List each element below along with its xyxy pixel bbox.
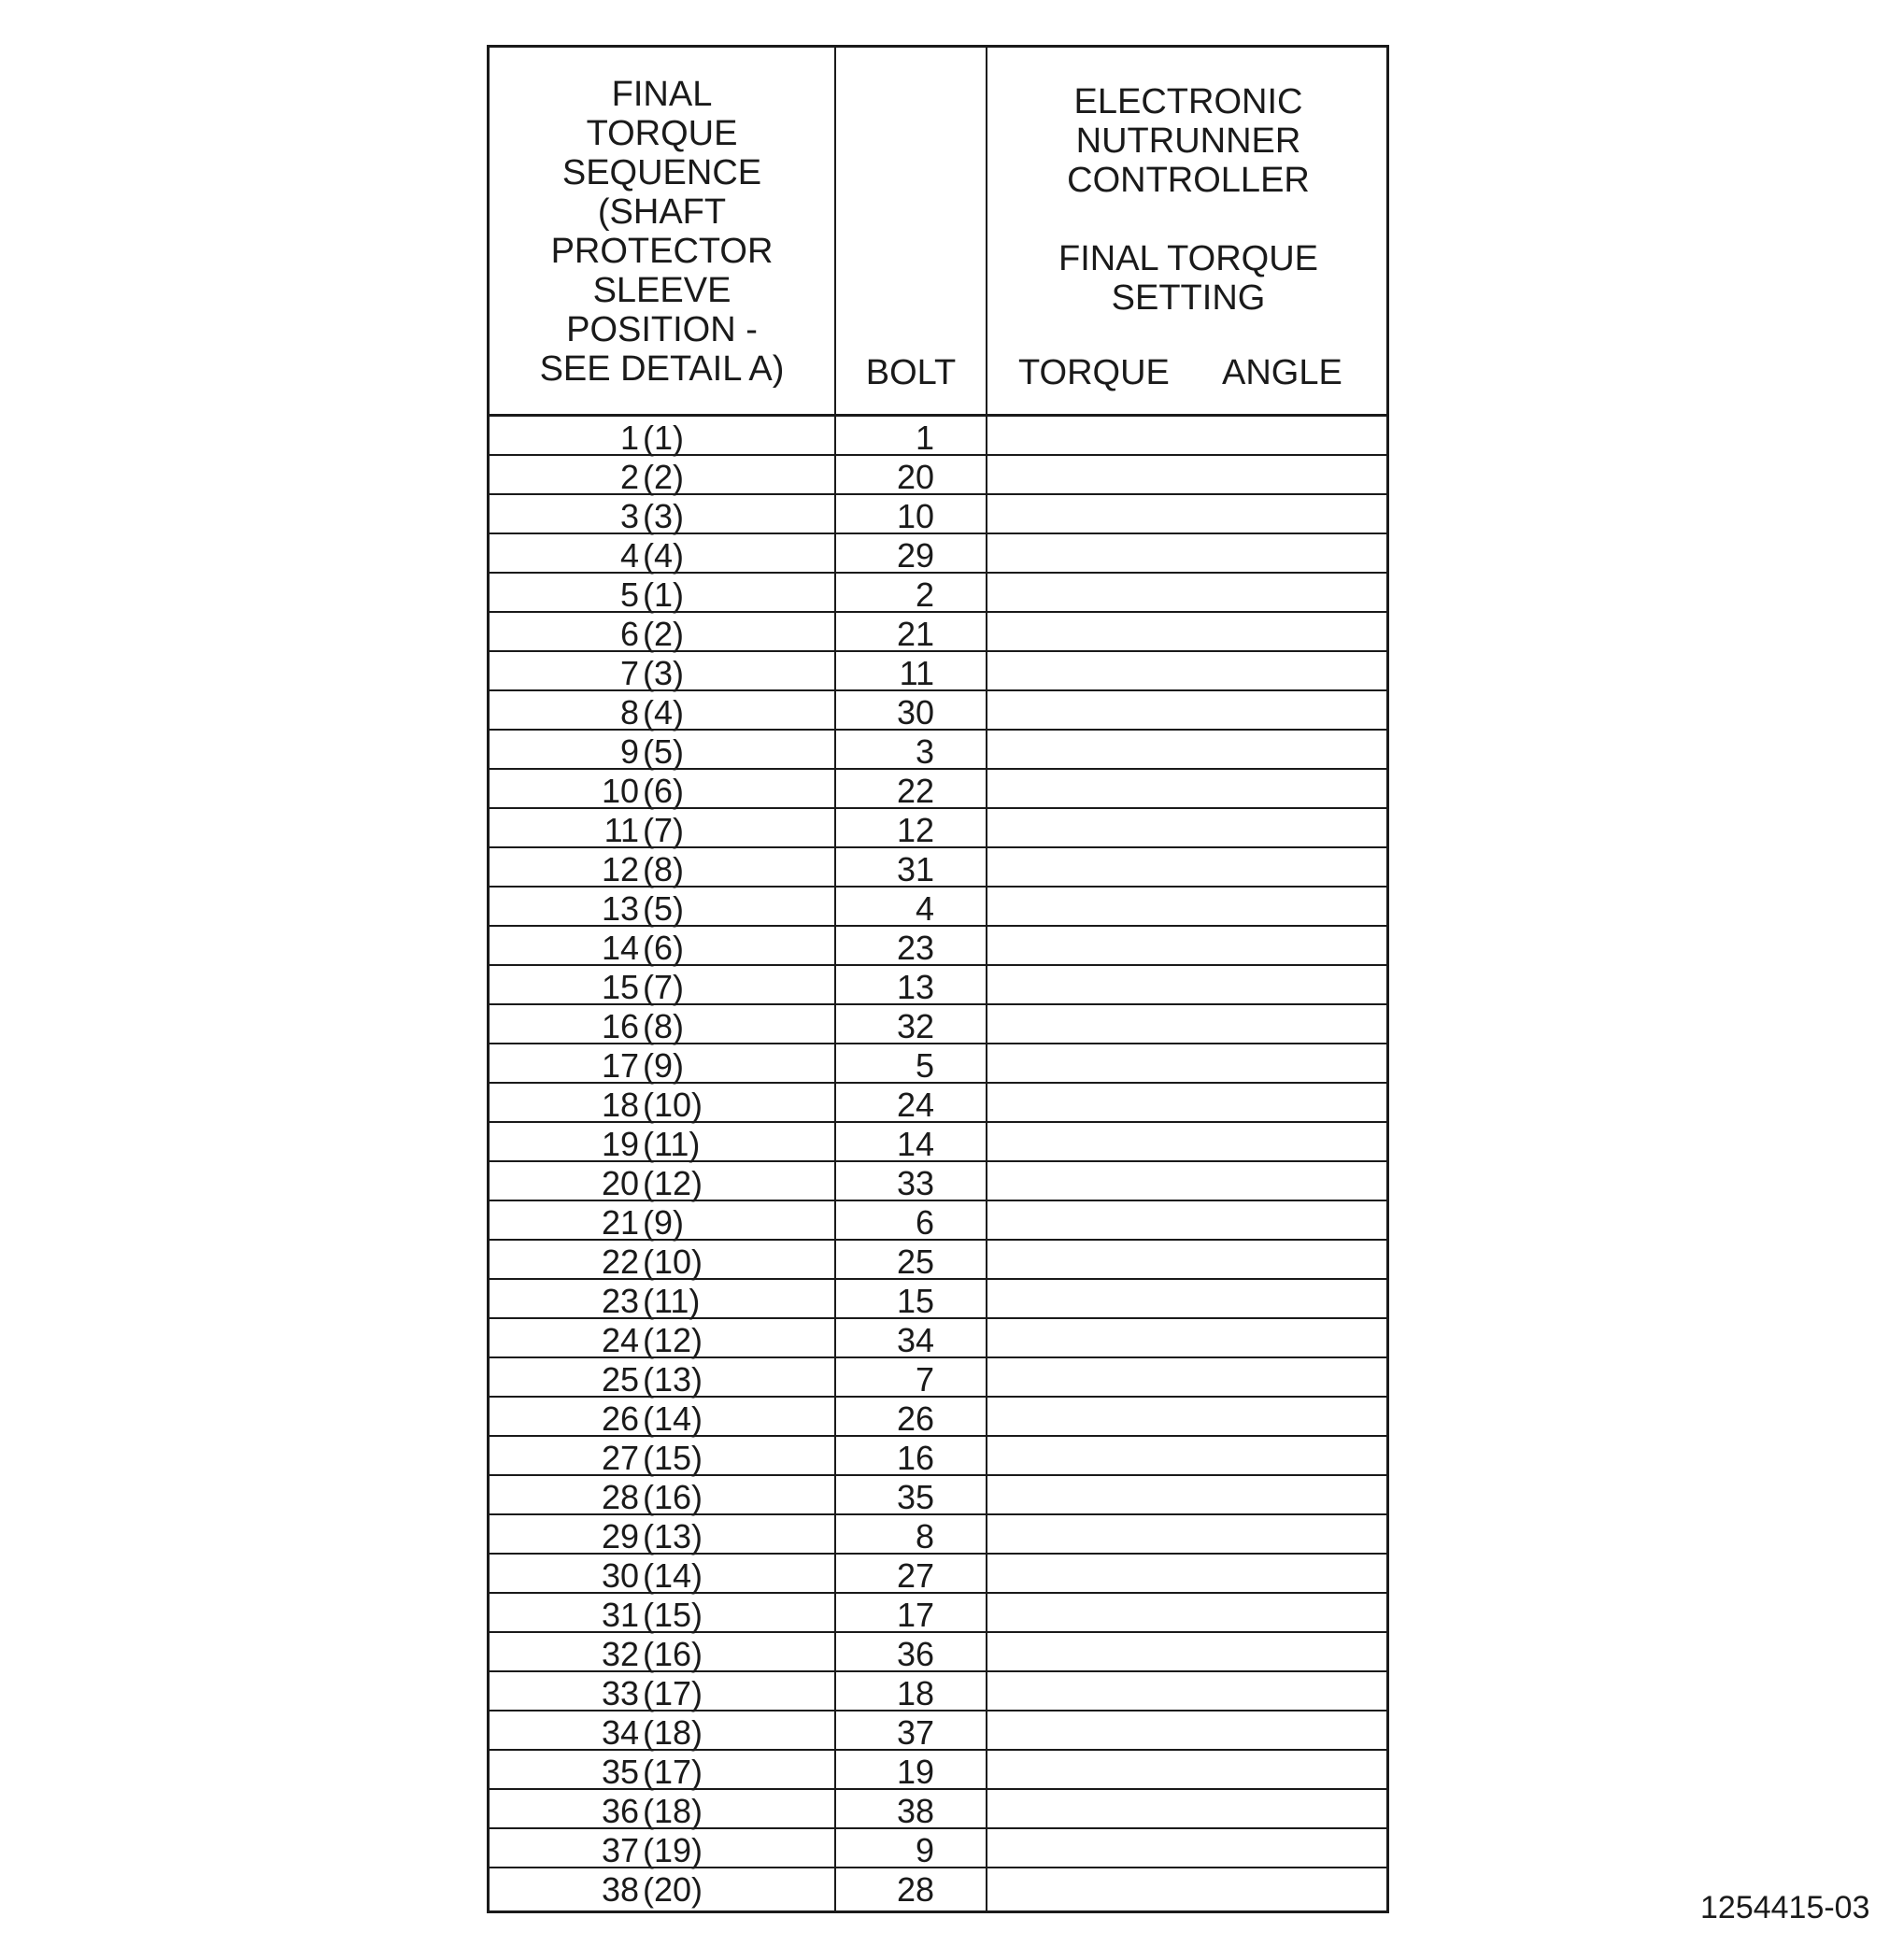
final-torque-sequence-header: FINAL TORQUE SEQUENCE (SHAFT PROTECTOR SLEEVE POSITION - SEE DETAIL A) bbox=[539, 75, 785, 389]
sleeve-position: (9) bbox=[643, 1046, 684, 1085]
sleeve-position: (16) bbox=[643, 1478, 703, 1516]
table-row bbox=[490, 1672, 1386, 1711]
bolt-number: 8 bbox=[915, 1517, 934, 1555]
sequence-number: 20 bbox=[601, 1164, 639, 1202]
sleeve-position: (14) bbox=[643, 1556, 703, 1595]
sleeve-position: (6) bbox=[643, 929, 684, 967]
sequence-number: 15 bbox=[601, 968, 639, 1006]
sleeve-position: (10) bbox=[643, 1086, 703, 1124]
sequence-number: 18 bbox=[601, 1086, 639, 1124]
table-row bbox=[490, 927, 1386, 966]
sequence-number: 19 bbox=[601, 1125, 639, 1163]
table-row bbox=[490, 417, 1386, 456]
bolt-number: 21 bbox=[896, 615, 934, 653]
sequence-number: 12 bbox=[601, 850, 639, 888]
table-row bbox=[490, 1476, 1386, 1515]
bolt-number: 6 bbox=[915, 1203, 934, 1242]
table-row bbox=[490, 456, 1386, 495]
bolt-number: 31 bbox=[896, 850, 934, 888]
sleeve-position: (3) bbox=[643, 497, 684, 535]
sequence-number: 33 bbox=[601, 1674, 639, 1712]
sleeve-position: (16) bbox=[643, 1635, 703, 1673]
table-row bbox=[490, 731, 1386, 770]
bolt-number: 18 bbox=[896, 1674, 934, 1712]
sequence-number: 26 bbox=[601, 1399, 639, 1438]
bolt-number: 24 bbox=[896, 1086, 934, 1124]
table-row bbox=[490, 495, 1386, 534]
bolt-number: 9 bbox=[915, 1831, 934, 1869]
table-row bbox=[490, 1241, 1386, 1280]
sequence-number: 22 bbox=[601, 1243, 639, 1281]
sequence-number: 27 bbox=[601, 1439, 639, 1477]
table-row bbox=[490, 574, 1386, 613]
sleeve-position: (17) bbox=[643, 1674, 703, 1712]
table-row bbox=[490, 1280, 1386, 1319]
bolt-number: 28 bbox=[896, 1870, 934, 1909]
sleeve-position: (10) bbox=[643, 1243, 703, 1281]
bolt-number: 38 bbox=[896, 1792, 934, 1830]
torque-column-header: TORQUE bbox=[1018, 353, 1170, 392]
table-body bbox=[490, 417, 1386, 1908]
table-row bbox=[490, 1437, 1386, 1476]
sequence-number: 4 bbox=[619, 536, 639, 575]
bolt-number: 3 bbox=[915, 732, 934, 771]
bolt-number: 35 bbox=[896, 1478, 934, 1516]
final-torque-setting-header: FINAL TORQUE SETTING bbox=[1058, 239, 1319, 318]
sequence-number: 36 bbox=[601, 1792, 639, 1830]
sequence-number: 3 bbox=[619, 497, 639, 535]
sequence-number: 31 bbox=[601, 1596, 639, 1634]
sequence-number: 29 bbox=[601, 1517, 639, 1555]
table-row bbox=[490, 770, 1386, 809]
sequence-number: 11 bbox=[604, 811, 639, 849]
table-row bbox=[490, 1555, 1386, 1594]
torque-sequence-table bbox=[487, 45, 1389, 1913]
sleeve-position: (5) bbox=[643, 889, 684, 928]
sleeve-position: (8) bbox=[643, 850, 684, 888]
table-row bbox=[490, 613, 1386, 652]
figure-id: 1254415-03 bbox=[1700, 1890, 1870, 1925]
bolt-number: 4 bbox=[915, 889, 934, 928]
sequence-number: 21 bbox=[601, 1203, 639, 1242]
sleeve-position: (4) bbox=[643, 693, 684, 731]
table-row bbox=[490, 1829, 1386, 1868]
bolt-header: BOLT bbox=[865, 353, 957, 392]
electronic-nutrunner-controller-header: ELECTRONIC NUTRUNNER CONTROLLER bbox=[1067, 82, 1310, 200]
sleeve-position: (11) bbox=[643, 1125, 701, 1163]
bolt-number: 22 bbox=[896, 772, 934, 810]
sleeve-position: (18) bbox=[643, 1792, 703, 1830]
sleeve-position: (19) bbox=[643, 1831, 703, 1869]
bolt-number: 1 bbox=[915, 419, 934, 457]
bolt-number: 11 bbox=[899, 654, 934, 692]
sequence-number: 28 bbox=[601, 1478, 639, 1516]
bolt-number: 20 bbox=[896, 458, 934, 496]
table-row bbox=[490, 1084, 1386, 1123]
table-row bbox=[490, 1868, 1386, 1908]
sleeve-position: (6) bbox=[643, 772, 684, 810]
bolt-number: 5 bbox=[915, 1046, 934, 1085]
sleeve-position: (13) bbox=[643, 1517, 703, 1555]
sleeve-position: (12) bbox=[643, 1321, 703, 1359]
sequence-number: 38 bbox=[601, 1870, 639, 1909]
bolt-number: 26 bbox=[896, 1399, 934, 1438]
table-row bbox=[490, 534, 1386, 574]
table-row bbox=[490, 1319, 1386, 1358]
bolt-number: 16 bbox=[896, 1439, 934, 1477]
sequence-number: 25 bbox=[601, 1360, 639, 1399]
sequence-number: 32 bbox=[601, 1635, 639, 1673]
bolt-number: 2 bbox=[915, 575, 934, 614]
table-header bbox=[490, 48, 1386, 417]
table-row bbox=[490, 888, 1386, 927]
sleeve-position: (2) bbox=[643, 615, 684, 653]
table-row bbox=[490, 966, 1386, 1005]
sleeve-position: (14) bbox=[643, 1399, 703, 1438]
sleeve-position: (18) bbox=[643, 1713, 703, 1752]
sequence-number: 2 bbox=[619, 458, 639, 496]
sleeve-position: (3) bbox=[643, 654, 684, 692]
bolt-number: 30 bbox=[896, 693, 934, 731]
bolt-number: 12 bbox=[896, 811, 934, 849]
bolt-number: 36 bbox=[896, 1635, 934, 1673]
bolt-number: 25 bbox=[896, 1243, 934, 1281]
bolt-number: 15 bbox=[896, 1282, 934, 1320]
sleeve-position: (15) bbox=[643, 1596, 703, 1634]
bolt-number: 13 bbox=[896, 968, 934, 1006]
sleeve-position: (9) bbox=[643, 1203, 684, 1242]
sequence-number: 9 bbox=[619, 732, 639, 771]
bolt-number: 37 bbox=[896, 1713, 934, 1752]
sleeve-position: (2) bbox=[643, 458, 684, 496]
sleeve-position: (7) bbox=[643, 811, 684, 849]
table-row bbox=[490, 1044, 1386, 1084]
sleeve-position: (5) bbox=[643, 732, 684, 771]
table-row bbox=[490, 691, 1386, 731]
sequence-number: 14 bbox=[601, 929, 639, 967]
bolt-number: 23 bbox=[896, 929, 934, 967]
sleeve-position: (20) bbox=[643, 1870, 703, 1909]
sequence-number: 5 bbox=[619, 575, 639, 614]
sleeve-position: (11) bbox=[643, 1282, 701, 1320]
table-row bbox=[490, 1358, 1386, 1398]
table-row bbox=[490, 1201, 1386, 1241]
table-row bbox=[490, 809, 1386, 848]
table-row bbox=[490, 1711, 1386, 1751]
sleeve-position: (13) bbox=[643, 1360, 703, 1399]
sequence-number: 35 bbox=[601, 1753, 639, 1791]
sequence-number: 6 bbox=[619, 615, 639, 653]
sequence-number: 7 bbox=[619, 654, 639, 692]
bolt-number: 17 bbox=[896, 1596, 934, 1634]
sleeve-position: (12) bbox=[643, 1164, 703, 1202]
sequence-number: 17 bbox=[601, 1046, 639, 1085]
sequence-number: 10 bbox=[601, 772, 639, 810]
sequence-number: 37 bbox=[601, 1831, 639, 1869]
sequence-number: 13 bbox=[601, 889, 639, 928]
sequence-number: 24 bbox=[601, 1321, 639, 1359]
sequence-number: 8 bbox=[619, 693, 639, 731]
bolt-number: 34 bbox=[896, 1321, 934, 1359]
sleeve-position: (7) bbox=[643, 968, 684, 1006]
table-row bbox=[490, 1005, 1386, 1044]
table-row bbox=[490, 1162, 1386, 1201]
table-row bbox=[490, 1751, 1386, 1790]
bolt-number: 27 bbox=[896, 1556, 934, 1595]
table-row bbox=[490, 1633, 1386, 1672]
table-row bbox=[490, 1790, 1386, 1829]
sleeve-position: (17) bbox=[643, 1753, 703, 1791]
angle-column-header: ANGLE bbox=[1222, 353, 1342, 392]
sleeve-position: (8) bbox=[643, 1007, 684, 1045]
bolt-number: 32 bbox=[896, 1007, 934, 1045]
bolt-number: 14 bbox=[896, 1125, 934, 1163]
sleeve-position: (4) bbox=[643, 536, 684, 575]
table-row bbox=[490, 1594, 1386, 1633]
sequence-number: 16 bbox=[601, 1007, 639, 1045]
table-row bbox=[490, 1123, 1386, 1162]
sleeve-position: (1) bbox=[643, 575, 684, 614]
bolt-number: 29 bbox=[896, 536, 934, 575]
table-row bbox=[490, 1515, 1386, 1555]
sequence-number: 30 bbox=[601, 1556, 639, 1595]
sequence-number: 34 bbox=[601, 1713, 639, 1752]
bolt-number: 19 bbox=[896, 1753, 934, 1791]
bolt-number: 10 bbox=[896, 497, 934, 535]
sequence-number: 1 bbox=[619, 419, 639, 457]
table-row bbox=[490, 652, 1386, 691]
sleeve-position: (1) bbox=[643, 419, 684, 457]
bolt-number: 7 bbox=[915, 1360, 934, 1399]
sleeve-position: (15) bbox=[643, 1439, 703, 1477]
table-row bbox=[490, 848, 1386, 888]
bolt-number: 33 bbox=[896, 1164, 934, 1202]
sequence-number: 23 bbox=[601, 1282, 639, 1320]
table-row bbox=[490, 1398, 1386, 1437]
